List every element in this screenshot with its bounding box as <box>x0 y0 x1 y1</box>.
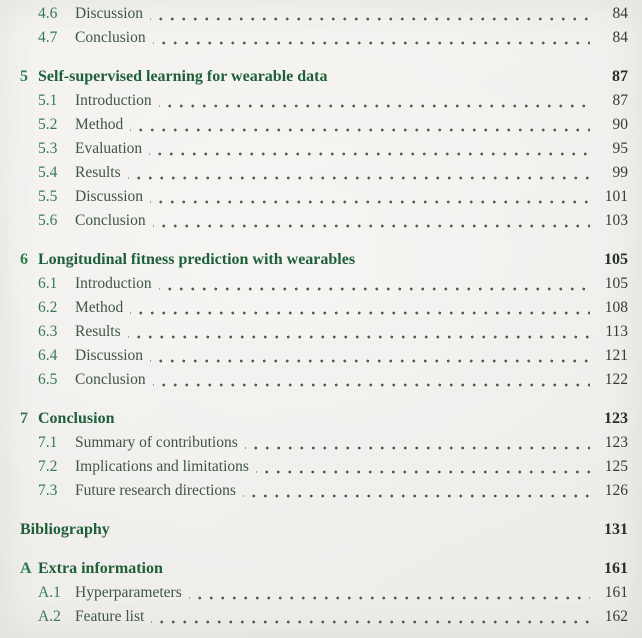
dot-leader <box>151 605 590 629</box>
toc-entry-row <box>20 2 628 26</box>
page-number: 161 <box>604 584 628 601</box>
chapter-title: Longitudinal fitness prediction with wearables <box>38 251 356 268</box>
chapter-page-number: 105 <box>604 251 628 268</box>
section-label: Conclusion <box>75 212 146 229</box>
page-number: 105 <box>604 275 628 292</box>
section-number: 5.2 <box>38 116 58 133</box>
section-number: 6.2 <box>38 299 58 316</box>
toc-entry-row <box>20 26 628 50</box>
chapter-page-number: 131 <box>604 521 628 538</box>
page-number: 99 <box>612 164 628 181</box>
dot-leader <box>130 296 590 320</box>
page-number: 125 <box>604 458 628 475</box>
page-number: 121 <box>604 347 628 364</box>
section-number: 7.2 <box>38 458 58 475</box>
chapter-page-number: 123 <box>604 410 628 427</box>
page-number: 103 <box>604 212 628 229</box>
dot-leader <box>130 113 590 137</box>
chapter5-block <box>20 65 628 233</box>
dot-leader <box>189 581 590 605</box>
page-number: 108 <box>604 299 628 316</box>
section-number: 5.5 <box>38 188 58 205</box>
chapter-number: 5 <box>20 68 28 85</box>
page-number: 87 <box>612 92 628 109</box>
section-label: Summary of contributions <box>75 434 238 451</box>
section-label: Results <box>75 164 121 181</box>
toc-entry-row <box>20 161 628 185</box>
toc-entry-row <box>20 185 628 209</box>
section-number: 6.3 <box>38 323 58 340</box>
section-number: 6.5 <box>38 371 58 388</box>
chapter-row <box>20 518 628 542</box>
toc-entry-row <box>20 479 628 503</box>
section-label: Evaluation <box>75 140 143 157</box>
chapter-number: 6 <box>20 251 28 268</box>
dot-leader <box>159 272 590 296</box>
chapter-number: 7 <box>20 410 28 427</box>
section-label: Discussion <box>75 5 144 22</box>
chapter-page-number: 87 <box>612 68 628 85</box>
section-number: 6.4 <box>38 347 58 364</box>
dot-leader <box>153 26 590 50</box>
dot-leader <box>256 455 590 479</box>
chapter-row <box>20 65 628 89</box>
section-number: 7.3 <box>38 482 58 499</box>
page-number: 123 <box>604 434 628 451</box>
chapter-title: Self-supervised learning for wearable data <box>38 68 328 85</box>
chapter-number: A <box>20 560 32 577</box>
page-number: 84 <box>612 29 628 46</box>
section-number: A.1 <box>38 584 61 601</box>
section-label: Introduction <box>75 92 152 109</box>
section-label: Implications and limitations <box>75 458 249 475</box>
section-label: Discussion <box>75 188 144 205</box>
section-label: Future research directions <box>75 482 236 499</box>
section-number: 4.7 <box>38 29 58 46</box>
section-label: Method <box>75 116 124 133</box>
page-number: 95 <box>612 140 628 157</box>
toc-entry-row <box>20 209 628 233</box>
toc-entry-row <box>20 431 628 455</box>
chapter-row <box>20 407 628 431</box>
appendix-a-block <box>20 557 628 629</box>
section-label: Feature list <box>75 608 145 625</box>
toc-entry-row <box>20 113 628 137</box>
page-number: 101 <box>604 188 628 205</box>
chapter-row <box>20 248 628 272</box>
page-number: 162 <box>604 608 628 625</box>
section-number: A.2 <box>38 608 61 625</box>
dot-leader <box>150 2 590 26</box>
dot-leader <box>245 431 590 455</box>
section-label: Results <box>75 323 121 340</box>
section-label: Method <box>75 299 124 316</box>
toc-entry-row <box>20 344 628 368</box>
section-label: Introduction <box>75 275 152 292</box>
section-label: Discussion <box>75 347 144 364</box>
dot-leader <box>150 344 590 368</box>
toc-entry-row <box>20 89 628 113</box>
toc-entry-row <box>20 605 628 629</box>
dot-leader <box>153 209 590 233</box>
toc-entry-row <box>20 368 628 392</box>
dot-leader <box>159 89 590 113</box>
chapter7-block <box>20 407 628 503</box>
toc-entry-row <box>20 272 628 296</box>
section-number: 5.4 <box>38 164 58 181</box>
section-number: 5.1 <box>38 92 58 109</box>
page-number: 113 <box>605 323 628 340</box>
dot-leader <box>153 368 590 392</box>
toc-entry-row <box>20 320 628 344</box>
toc-entry-row <box>20 455 628 479</box>
section-label: Hyperparameters <box>75 584 182 601</box>
chapter4-tail-block <box>20 2 628 50</box>
chapter-title: Extra information <box>38 560 163 577</box>
dot-leader <box>128 161 590 185</box>
section-number: 5.6 <box>38 212 58 229</box>
section-label: Conclusion <box>75 29 146 46</box>
chapter-title: Conclusion <box>38 410 115 427</box>
dot-leader <box>243 479 590 503</box>
section-number: 7.1 <box>38 434 58 451</box>
bibliography-block <box>20 518 628 542</box>
dot-leader <box>128 320 590 344</box>
chapter-page-number: 161 <box>604 560 628 577</box>
page-number: 90 <box>612 116 628 133</box>
dot-leader <box>149 137 590 161</box>
page-number: 126 <box>604 482 628 499</box>
toc-entry-row <box>20 296 628 320</box>
chapter-row <box>20 557 628 581</box>
section-number: 6.1 <box>38 275 58 292</box>
section-number: 5.3 <box>38 140 58 157</box>
chapter6-block <box>20 248 628 392</box>
section-number: 4.6 <box>38 5 58 22</box>
toc-entry-row <box>20 137 628 161</box>
dot-leader <box>150 185 590 209</box>
page-number: 84 <box>612 5 628 22</box>
chapter-title: Bibliography <box>20 521 110 538</box>
toc-entry-row <box>20 581 628 605</box>
page-number: 122 <box>604 371 628 388</box>
section-label: Conclusion <box>75 371 146 388</box>
